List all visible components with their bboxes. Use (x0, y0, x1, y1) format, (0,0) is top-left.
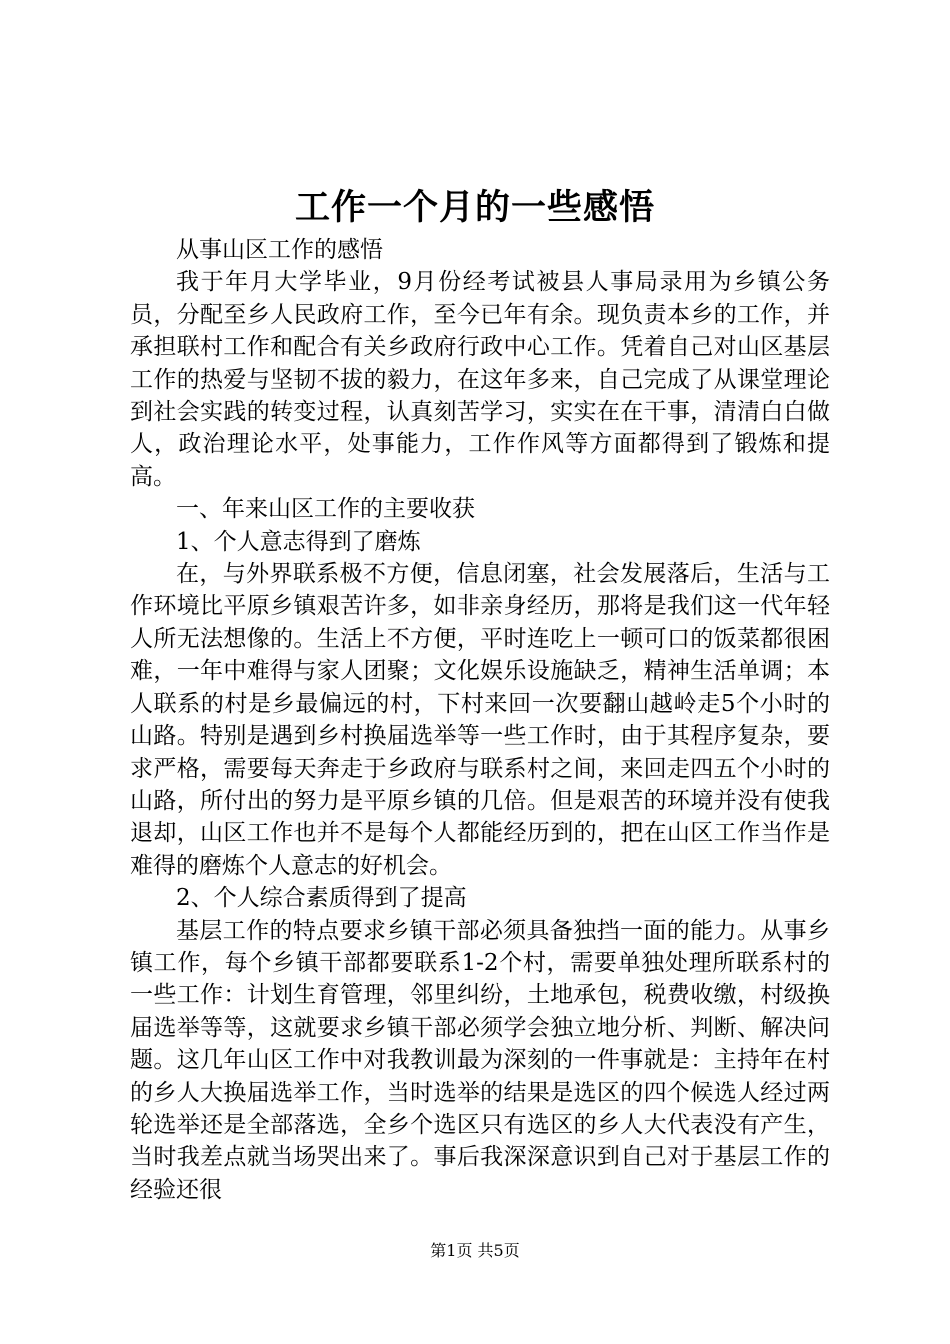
intro-paragraph: 我于年月大学毕业，9月份经考试被县人事局录用为乡镇公务员，分配至乡人民政府工作，至今已年有余。现负责本乡的工作，并承担联村工作和配合有关乡政府行政中心工作。凭着自己对山区基层工作的热爱与坚韧不拔的毅力，在这年多来，自己完成了从课堂理论到社会实践的转变过程，认真刻苦学习，实实在在干事，清清白白做人，政治理论水平，处事能力，工作作风等方面都得到了锻炼和提高。 (130, 269, 830, 490)
subtitle: 从事山区工作的感悟 (176, 237, 383, 263)
document-body (130, 234, 830, 1206)
page-number-footer: 第1页 共5页 (430, 1241, 520, 1260)
subsection-paragraph-2: 基层工作的特点要求乡镇干部必须具备独挡一面的能力。从事乡镇工作，每个乡镇干部都要联系1-2个村，需要单独处理所联系村的一些工作：计划生育管理，邻里纠纷，土地承包，税费收缴，村级换届选举等等，这就要求乡镇干部必须学会独立地分析、判断、解决问题。这几年山区工作中对我教训最为深刻的一件事就是：主持年在村的乡人大换届选举工作，当时选举的结果是选区的四个候选人经过两轮选举还是全部落选，全乡个选区只有选区的乡人大代表没有产生，当时我差点就当场哭出来了。事后我深深意识到自己对于基层工作的经验还很 (130, 917, 830, 1203)
subsection-paragraph-1: 在，与外界联系极不方便，信息闭塞，社会发展落后，生活与工作环境比平原乡镇艰苦许多，如非亲身经历，那将是我们这一代年轻人所无法想像的。生活上不方便，平时连吃上一顿可口的饭菜都很困难，一年中难得与家人团聚；文化娱乐设施缺乏，精神生活单调；本人联系的村是乡最偏远的村，下村来回一次要翻山越岭走5个小时的山路。特别是遇到乡村换届选举等一些工作时，由于其程序复杂，要求严格，需要每天奔走于乡政府与联系村之间，来回走四五个小时的山路，所付出的努力是平原乡镇的几倍。但是艰苦的环境并没有使我退却，山区工作也并不是每个人都能经历到的，把在山区工作当作是难得的磨炼个人意志的好机会。 (130, 561, 830, 879)
subsection-heading-2: 2、个人综合素质得到了提高 (176, 885, 467, 912)
document-title: 工作一个月的一些感悟 (294, 187, 655, 228)
section-heading-1: 一、年来山区工作的主要收获 (176, 496, 475, 523)
subsection-heading-1: 1、个人意志得到了磨炼 (176, 528, 421, 555)
